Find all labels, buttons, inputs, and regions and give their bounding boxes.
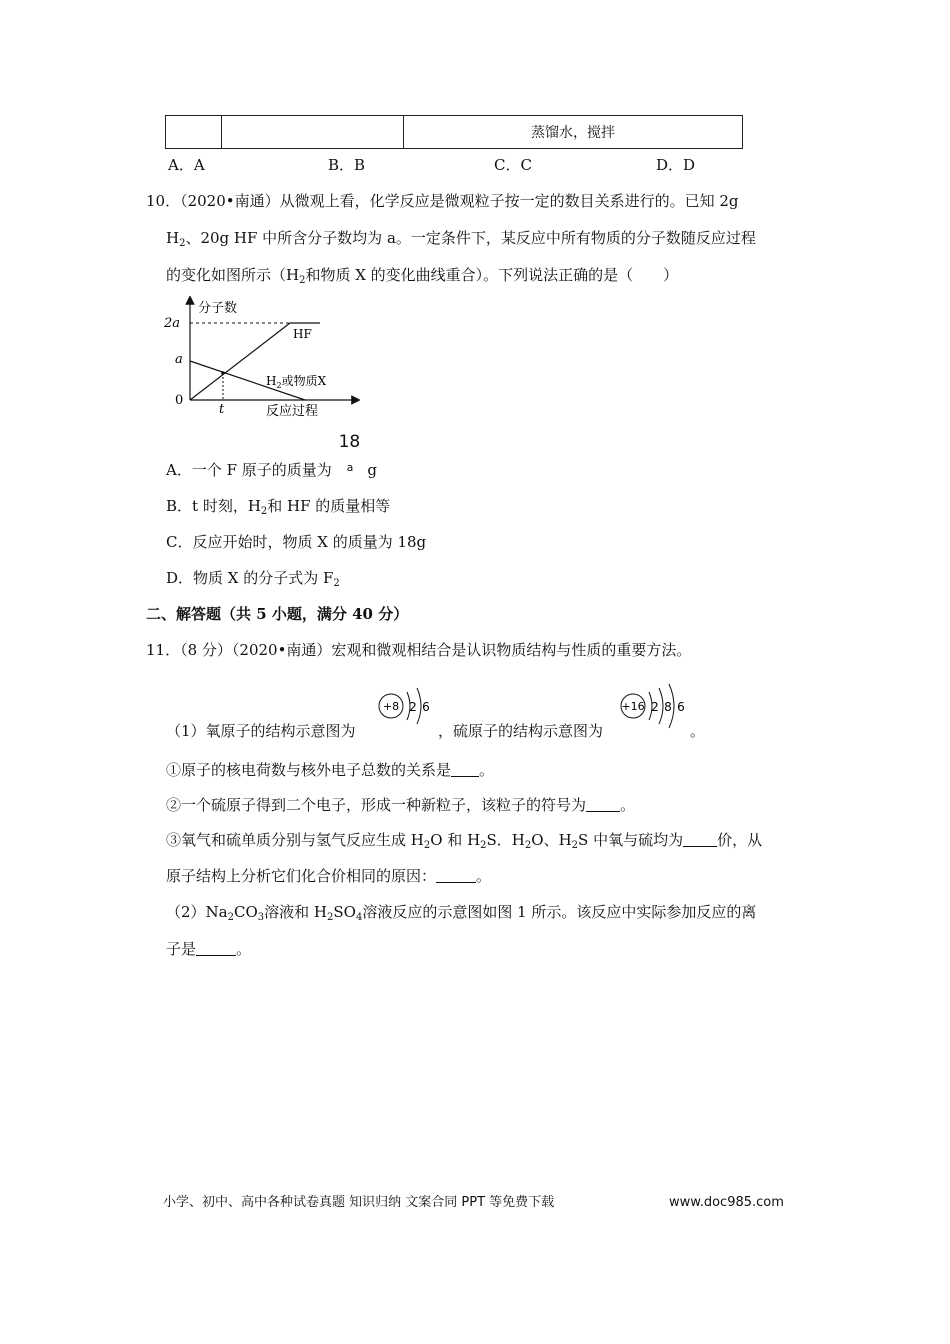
footer-url[interactable]: www.doc985.com (669, 1195, 784, 1210)
q10-option-b: B．t 时刻，$H_2$和 HF 的质量相等 (166, 497, 391, 517)
answer-blank[interactable] (196, 941, 236, 956)
table-cell (222, 116, 404, 149)
tick-2a: 2a (164, 316, 181, 331)
q11-sub3-cont: 原子结构上分析它们化合价相同的原因： 。 (166, 867, 492, 885)
intersection-point (221, 371, 225, 375)
q11-sub2: ②一个硫原子得到二个电子，形成一种新粒子，该粒子的符号为 。 (166, 796, 636, 814)
q10-option-c: C．反应开始时，物质 X 的质量为 18g (166, 533, 427, 551)
sulfur-shell-3: 6 (677, 700, 685, 714)
answer-blank[interactable] (451, 762, 479, 777)
tick-0: 0 (175, 393, 184, 408)
hf-curve (190, 323, 290, 400)
answer-blank[interactable] (586, 797, 620, 812)
q10-line1: 10．（2020•南通）从微观上看，化学反应是微观粒子按一定的数目关系进行的。已知 2g (146, 192, 739, 210)
electron-shell (417, 688, 421, 724)
table-row (166, 116, 743, 149)
tick-a: a (175, 352, 183, 367)
table-cell (166, 116, 222, 149)
q11-part1-end: 。 (690, 722, 706, 740)
oxygen-nucleus: +8 (382, 700, 400, 713)
q11-sub1: ①原子的核电荷数与核外电子总数的关系是 。 (166, 761, 495, 779)
q11-part1-label: （1）氧原子的结构示意图为 (166, 722, 356, 740)
q9-option-d: D．D (656, 156, 696, 174)
q11-part1-mid: ，硫原子的结构示意图为 (438, 722, 604, 740)
section-heading: 二、解答题（共 5 小题，满分 40 分） (146, 605, 409, 623)
q11-intro: 11．（8 分）（2020•南通）宏观和微观相结合是认识物质结构与性质的重要方法。 (146, 641, 692, 659)
fraction-numerator: 18 (338, 432, 361, 452)
y-axis-label: 分子数 (198, 301, 238, 316)
q9-option-b: B．B (328, 156, 366, 174)
sulfur-nucleus: +16 (621, 700, 645, 713)
q10-graph (160, 296, 360, 422)
oxygen-atom-diagram (375, 682, 441, 732)
sulfur-atom-diagram (617, 682, 697, 732)
answer-blank[interactable] (436, 868, 476, 883)
sulfur-shell-1: 2 (651, 700, 659, 714)
table-cell: 蒸馏水，搅拌 (404, 116, 743, 149)
hf-label: HF (293, 327, 312, 341)
footer-text: 小学、初中、高中各种试卷真题 知识归纳 文案合同 PPT 等免费下载 (163, 1195, 555, 1210)
q10-line3: 的变化如图所示（$H_2$和物质 X 的变化曲线重合）。下列说法正确的是（ ） (166, 266, 679, 286)
tick-t: t (219, 402, 225, 417)
x-axis-label: 反应过程 (266, 404, 319, 419)
q10-option-a: A．一个 F 原子的质量为 18 a g (166, 432, 377, 479)
oxygen-shell-1: 2 (409, 700, 417, 714)
oxygen-shell-2: 6 (422, 700, 430, 714)
q11-part2-cont: 子是 。 (166, 940, 252, 958)
q11-part2: $(2)Na_2CO_3$溶液和 $H_2SO_4$溶液反应的示意图如图 1 所示。该反应中实际参加反应的离 (166, 903, 757, 923)
q10-option-d: D．物质 X 的分子式为 $F_2$ (166, 569, 340, 589)
q9-option-c: C．C (494, 156, 532, 174)
answer-table (165, 115, 743, 149)
q10-line2: $H_2$、20g HF 中所含分子数均为 a。一定条件下，某反应中所有物质的分子数随反应过程 (166, 229, 756, 249)
sulfur-shell-2: 8 (664, 700, 672, 714)
q9-option-a: A．A (168, 156, 205, 174)
answer-blank[interactable] (683, 832, 717, 847)
fraction-denominator: a (346, 461, 354, 474)
q11-sub3: ③氧气和硫单质分别与氢气反应生成 $H_2O$ 和 $H_2S$．$H_2O$、$H_2S$ 中氧与硫均为 价，从 (166, 831, 763, 851)
h2-label: $H_2$或物质X (266, 374, 327, 390)
electron-shell (659, 688, 663, 724)
